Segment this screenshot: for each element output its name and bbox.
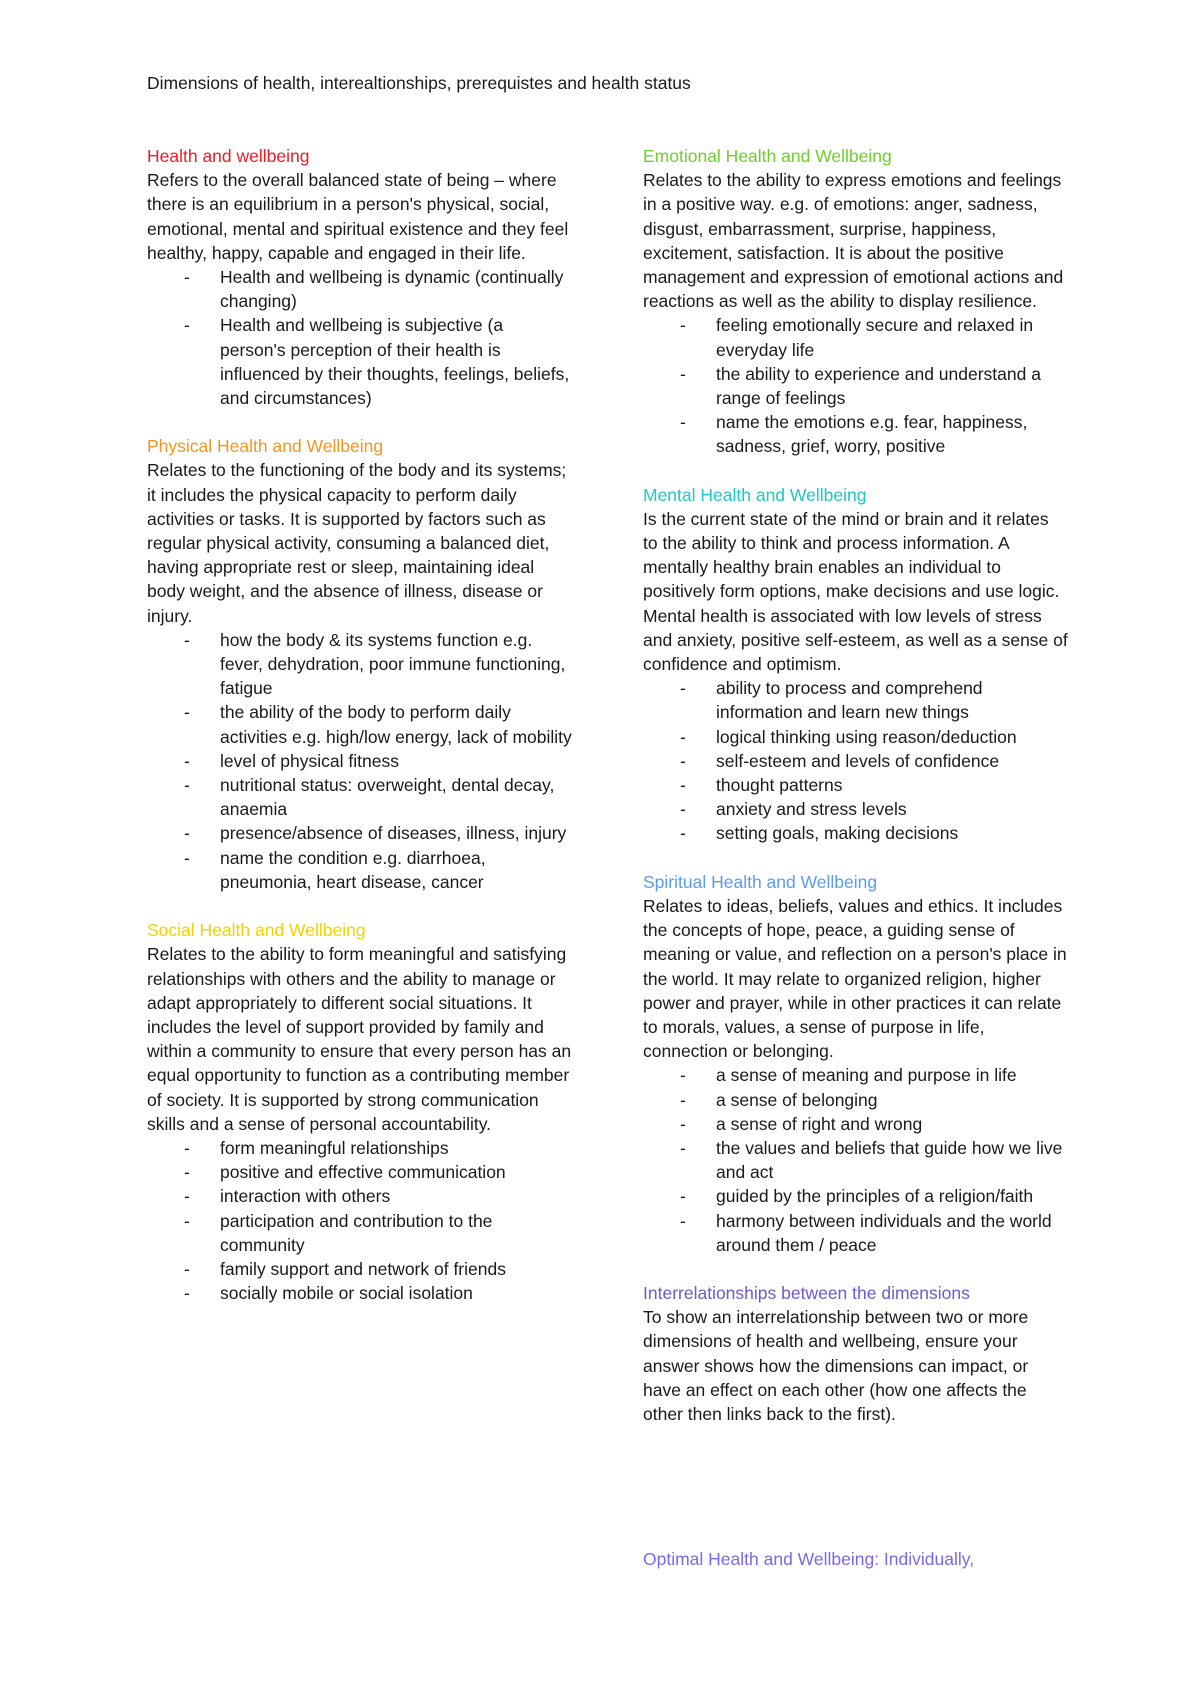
list-item xyxy=(147,1257,572,1281)
list-item xyxy=(643,773,1068,797)
list-item xyxy=(643,797,1068,821)
list-item xyxy=(643,1184,1068,1208)
bullet-dash: - xyxy=(184,267,190,288)
bullet-dash: - xyxy=(184,1283,190,1304)
list-item-text: the ability of the body to perform daily activities e.g. high/low energy, lack of mobility xyxy=(220,702,572,747)
list-item-text: a sense of right and wrong xyxy=(716,1113,923,1134)
section-physical xyxy=(147,434,572,894)
bullet-dash: - xyxy=(680,799,686,820)
list-item xyxy=(643,1088,1068,1112)
list-item xyxy=(643,1063,1068,1087)
list-item xyxy=(643,362,1068,410)
section-interrelationships xyxy=(643,1281,1068,1426)
bullet-dash: - xyxy=(184,1137,190,1158)
body-mental: Is the current state of the mind or brain and it relates to the ability to think and process information. A mentally healthy brain enables an individual to positively form options, make decisions and use logic. Mental health is associated with low levels of stress and anxiety, positive self-esteem, as well as a sense of confidence and optimism. xyxy=(643,508,1068,675)
list-item xyxy=(147,700,572,748)
list-item-text: the values and beliefs that guide how we live and act xyxy=(716,1137,1063,1183)
list-item-text: nutritional status: overweight, dental decay, anaemia xyxy=(220,775,555,820)
list-item xyxy=(643,1209,1068,1257)
body-social: Relates to the ability to form meaningful and satisfying relationships with others and the ability to manage or adapt appropriately to different social situations. It includes the level of support provided by family and within a community to ensure that every person has an equal opportunity to function as a contributing member of society. It is supported by strong communication skills and a sense of personal accountability. xyxy=(147,944,572,1134)
body-interrelationships: To show an interrelationship between two or more dimensions of health and wellbeing, ensure your answer shows how the dimensions can impact, or have an effect on each other (how one affects the other then links back to the first). xyxy=(643,1307,1029,1424)
list-item xyxy=(643,676,1068,724)
points-spiritual xyxy=(643,1063,1068,1257)
list-item xyxy=(643,725,1068,749)
list-item xyxy=(147,773,572,821)
list-item xyxy=(147,821,572,845)
list-item-text: name the emotions e.g. fear, happiness, sadness, grief, worry, positive xyxy=(716,412,1028,457)
bullet-dash: - xyxy=(680,363,686,384)
list-item xyxy=(147,749,572,773)
points-social xyxy=(147,1136,572,1305)
bullet-dash: - xyxy=(184,1162,190,1183)
list-item xyxy=(147,313,572,410)
points-emotional xyxy=(643,313,1068,458)
body-physical: Relates to the functioning of the body and its systems; it includes the physical capacity to perform daily activities or tasks. It is supported by factors such as regular physical activity, consuming a balanced diet, having appropriate rest or sleep, maintaining ideal body weight, and the absence of illness, disease or injury. xyxy=(147,460,567,626)
heading-social: Social Health and Wellbeing xyxy=(147,920,366,941)
bullet-dash: - xyxy=(680,726,686,747)
list-item-text: interaction with others xyxy=(220,1186,391,1207)
list-item xyxy=(643,1112,1068,1136)
list-item-text: guided by the principles of a religion/faith xyxy=(716,1186,1034,1207)
right-column xyxy=(643,144,1068,1450)
list-item xyxy=(147,1160,572,1184)
points-physical xyxy=(147,628,572,894)
list-item xyxy=(643,749,1068,773)
list-item xyxy=(147,1136,572,1160)
list-item-text: name the condition e.g. diarrhoea, pneumonia, heart disease, cancer xyxy=(220,847,486,892)
list-item-text: anxiety and stress levels xyxy=(716,799,907,820)
section-mental xyxy=(643,483,1068,846)
list-item-text: level of physical fitness xyxy=(220,750,399,771)
bullet-dash: - xyxy=(184,1186,190,1207)
bullet-dash: - xyxy=(680,823,686,844)
page-title: Dimensions of health, interealtionships, prerequistes and health status xyxy=(147,73,691,93)
list-item-text: Health and wellbeing is subjective (a person's perception of their health is influenced by their thoughts, feelings, beliefs, and circumstances) xyxy=(220,315,570,409)
bullet-dash: - xyxy=(184,750,190,771)
body-health-wellbeing: Refers to the overall balanced state of being – where there is an equilibrium in a person's physical, social, emotional, mental and spiritual existence and they feel healthy, happy, capable and engaged in their life. xyxy=(147,170,569,263)
heading-health-wellbeing: Health and wellbeing xyxy=(147,146,310,166)
bullet-dash: - xyxy=(184,629,190,650)
list-item xyxy=(147,628,572,701)
bullet-dash: - xyxy=(680,1186,686,1207)
list-item xyxy=(643,1136,1068,1184)
heading-emotional: Emotional Health and Wellbeing xyxy=(643,146,892,166)
points-health-wellbeing xyxy=(147,265,572,410)
list-item xyxy=(643,821,1068,845)
bullet-dash: - xyxy=(680,412,686,433)
bullet-dash: - xyxy=(184,702,190,723)
bullet-dash: - xyxy=(680,1137,686,1158)
bullet-dash: - xyxy=(184,1210,190,1231)
list-item-text: ability to process and comprehend information and learn new things xyxy=(716,678,983,723)
bullet-dash: - xyxy=(680,678,686,699)
bullet-dash: - xyxy=(680,750,686,771)
list-item-text: participation and contribution to the community xyxy=(220,1210,493,1255)
body-emotional: Relates to the ability to express emotions and feelings in a positive way. e.g. of emotions: anger, sadness, disgust, embarrassment, surprise, happiness, excitement, satisfaction. It is about the positive management and expression of emotional actions and reactions as well as the ability to display resilience. xyxy=(643,170,1064,312)
list-item-text: how the body & its systems function e.g. fever, dehydration, poor immune functioning, fatigue xyxy=(220,629,566,699)
bullet-dash: - xyxy=(680,1113,686,1134)
body-spiritual: Relates to ideas, beliefs, values and ethics. It includes the concepts of hope, peace, a guiding sense of meaning or value, and reflection on a person's place in the world. It may relate to organized religion, higher power and prayer, while in other practices it can relate to morals, values, a sense of purpose in life, connection or belonging. xyxy=(643,895,1067,1062)
section-health-wellbeing xyxy=(147,144,572,410)
list-item xyxy=(147,1281,572,1305)
list-item-text: a sense of meaning and purpose in life xyxy=(716,1065,1017,1086)
list-item-text: presence/absence of diseases, illness, injury xyxy=(220,823,567,844)
list-item xyxy=(147,1184,572,1208)
list-item-text: a sense of belonging xyxy=(716,1089,878,1110)
list-item xyxy=(147,265,572,313)
left-column xyxy=(147,144,572,1329)
points-mental xyxy=(643,676,1068,845)
bullet-dash: - xyxy=(184,823,190,844)
list-item-text: the ability to experience and understand a range of feelings xyxy=(716,363,1041,409)
list-item-text: setting goals, making decisions xyxy=(716,823,959,844)
heading-interrelationships: Interrelationships between the dimensions xyxy=(643,1282,970,1303)
bullet-dash: - xyxy=(184,315,190,336)
heading-optimal-health: Optimal Health and Wellbeing: Individually, xyxy=(643,1549,975,1569)
list-item xyxy=(643,313,1068,361)
list-item xyxy=(147,846,572,894)
bullet-dash: - xyxy=(680,775,686,796)
bullet-dash: - xyxy=(680,1065,686,1086)
list-item-text: positive and effective communication xyxy=(220,1162,506,1183)
list-item xyxy=(643,410,1068,458)
list-item-text: family support and network of friends xyxy=(220,1258,506,1279)
section-spiritual xyxy=(643,870,1068,1257)
section-social xyxy=(147,918,572,1305)
heading-spiritual: Spiritual Health and Wellbeing xyxy=(643,871,878,892)
section-emotional xyxy=(643,144,1068,459)
list-item-text: logical thinking using reason/deduction xyxy=(716,726,1017,747)
list-item xyxy=(147,1209,572,1257)
list-item-text: Health and wellbeing is dynamic (continually changing) xyxy=(220,267,564,312)
list-item-text: self-esteem and levels of confidence xyxy=(716,750,1000,771)
bullet-dash: - xyxy=(184,1258,190,1279)
list-item-text: feeling emotionally secure and relaxed in everyday life xyxy=(716,315,1034,360)
list-item-text: socially mobile or social isolation xyxy=(220,1283,473,1304)
list-item-text: harmony between individuals and the world around them / peace xyxy=(716,1210,1052,1255)
bullet-dash: - xyxy=(680,315,686,336)
bullet-dash: - xyxy=(184,847,190,868)
list-item-text: thought patterns xyxy=(716,775,843,796)
heading-mental: Mental Health and Wellbeing xyxy=(643,484,867,505)
bullet-dash: - xyxy=(680,1210,686,1231)
bullet-dash: - xyxy=(680,1089,686,1110)
list-item-text: form meaningful relationships xyxy=(220,1137,449,1158)
bullet-dash: - xyxy=(184,775,190,796)
heading-physical: Physical Health and Wellbeing xyxy=(147,436,384,457)
